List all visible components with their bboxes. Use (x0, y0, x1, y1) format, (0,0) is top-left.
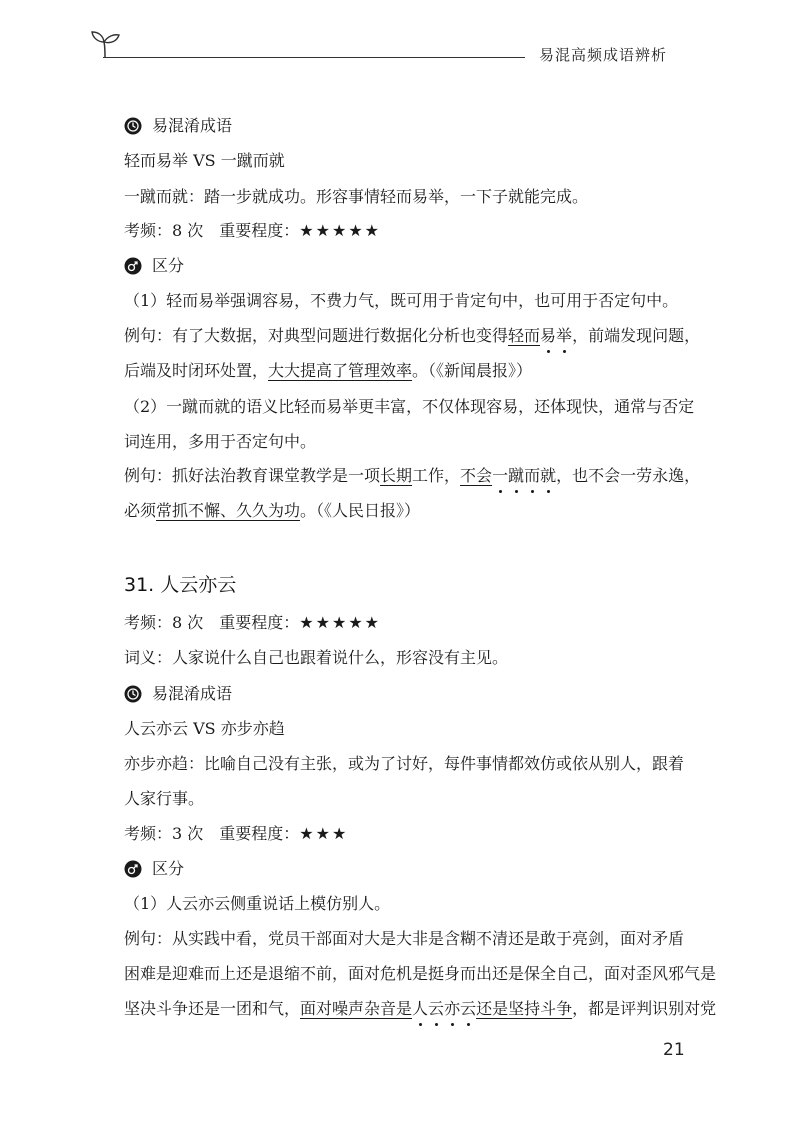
emphasis-char: 亦 (444, 996, 460, 1019)
example-text: 后端及时闭环处置， (124, 361, 269, 380)
example-2-line-2 (124, 498, 420, 521)
header-rule (103, 57, 525, 58)
page-number: 21 (663, 1040, 685, 1060)
confusable-heading-text: 易混淆成语 (152, 116, 233, 135)
example-text: 必须 (124, 501, 157, 520)
frequency-line-31b (124, 821, 348, 844)
confusable-definition-31-line-2: 人家行事。 (124, 789, 205, 808)
frequency-label: 考频：8 次 重要程度： (124, 221, 300, 240)
example-31-line-2: 困难是迎难而上还是退缩不前，面对危机是挺身而出还是保全自己，面对歪风邪气是 (124, 964, 717, 983)
confusable-heading-text: 易混淆成语 (152, 684, 233, 703)
example-source: 。（《新闻晨报》） (412, 361, 533, 380)
example-phrase: 还是 (476, 999, 509, 1018)
importance-stars: ★★★★★ (299, 221, 381, 240)
example-1-line-1 (124, 323, 700, 346)
frequency-label: 考频：8 次 重要程度： (124, 613, 300, 632)
confusable-pair-30: 轻而易举 VS 一蹴而就 (124, 151, 285, 170)
emphasis-char: 云 (428, 996, 444, 1019)
frequency-line-30b (124, 218, 381, 241)
importance-stars: ★★★★★ (299, 613, 381, 632)
header-title: 易混高频成语辨析 (539, 46, 668, 64)
emphasis-char: 举 (556, 323, 572, 346)
example-source: 。（《人民日报》） (300, 501, 421, 520)
idiom-dotted (540, 326, 572, 345)
emphasis-char: 人 (412, 996, 428, 1019)
example-underlined: 大大提高了管理效率 (268, 361, 413, 380)
importance-stars: ★★★ (299, 824, 349, 843)
page-header (0, 0, 800, 80)
example-text: ，也不会一劳永逸， (556, 466, 701, 485)
difference-point-1: （1）轻而易举强调容易，不费力气，既可用于肯定句中，也可用于否定句中。 (124, 291, 679, 310)
example-underlined: 长期 (380, 466, 413, 485)
example-underlined (508, 326, 572, 345)
clock-icon (124, 685, 142, 703)
idiom-dotted (412, 999, 476, 1018)
emphasis-char: 云 (460, 996, 476, 1019)
difference-heading-30 (124, 253, 184, 276)
sprout-icon (88, 26, 122, 60)
difference-heading-text: 区分 (152, 859, 185, 878)
confusable-heading-31 (124, 681, 232, 704)
meaning-31: 词义：人家说什么自己也跟着说什么，形容没有主见。 (124, 648, 509, 667)
clock-icon (124, 117, 142, 135)
frequency-line-31 (124, 610, 381, 633)
emphasis-char: 而 (524, 463, 540, 486)
idiom-title-31: 31. 人云亦云 (124, 574, 237, 596)
idiom-dotted (492, 466, 556, 485)
gender-symbol-icon (124, 860, 142, 878)
confusable-definition-31-line-1: 亦步亦趋：比喻自己没有主张，或为了讨好，每件事情都效仿或依从别人，跟着 (124, 754, 685, 773)
example-31-line-1: 例句：从实践中看，党员干部面对大是大非是含糊不清还是敢于亮剑，面对矛盾 (124, 929, 685, 948)
example-phrase: 不会 (460, 466, 493, 485)
example-underlined (460, 466, 556, 485)
confusable-pair-31: 人云亦云 VS 亦步亦趋 (124, 719, 285, 738)
example-text: 例句：抓好法治教育课堂教学是一项 (124, 466, 381, 485)
example-phrase: 坚持斗争 (508, 999, 573, 1018)
example-1-line-2 (124, 358, 532, 381)
difference-point-2-line-1: （2）一蹴而就的语义比轻而易举更丰富，不仅体现容易，还体现快，通常与否定 (124, 397, 695, 416)
example-phrase: 面对噪声杂音是 (300, 999, 413, 1018)
emphasis-char: 易 (540, 323, 556, 346)
frequency-label: 考频：3 次 重要程度： (124, 824, 300, 843)
difference-heading-text: 区分 (152, 256, 185, 275)
emphasis-char: 就 (540, 463, 556, 486)
example-text: ，都是评判识别对党 (572, 999, 717, 1018)
emphasis-char: 一 (492, 463, 508, 486)
example-text: ，前端发现问题， (572, 326, 701, 345)
example-underlined: 常抓不懈、久久为功 (156, 501, 301, 520)
confusable-definition-30: 一蹴而就：踏一步就成功。形容事情轻而易举，一下子就能完成。 (124, 187, 589, 206)
difference-point-31-1: （1）人云亦云侧重说话上模仿别人。 (124, 894, 391, 913)
confusable-heading-30 (124, 113, 232, 136)
difference-point-2-line-2: 词连用，多用于否定句中。 (124, 432, 317, 451)
emphasis-char: 蹴 (508, 463, 524, 486)
example-text: 例句：有了大数据，对典型问题进行数据化分析也变得 (124, 326, 509, 345)
gender-symbol-icon (124, 257, 142, 275)
example-text: 工作， (412, 466, 461, 485)
example-phrase: 轻而 (508, 326, 541, 345)
difference-heading-31 (124, 856, 184, 879)
example-text: 坚决斗争还是一团和气， (124, 999, 301, 1018)
example-2-line-1 (124, 463, 700, 486)
example-31-line-3 (124, 996, 716, 1019)
example-underlined (300, 999, 572, 1018)
